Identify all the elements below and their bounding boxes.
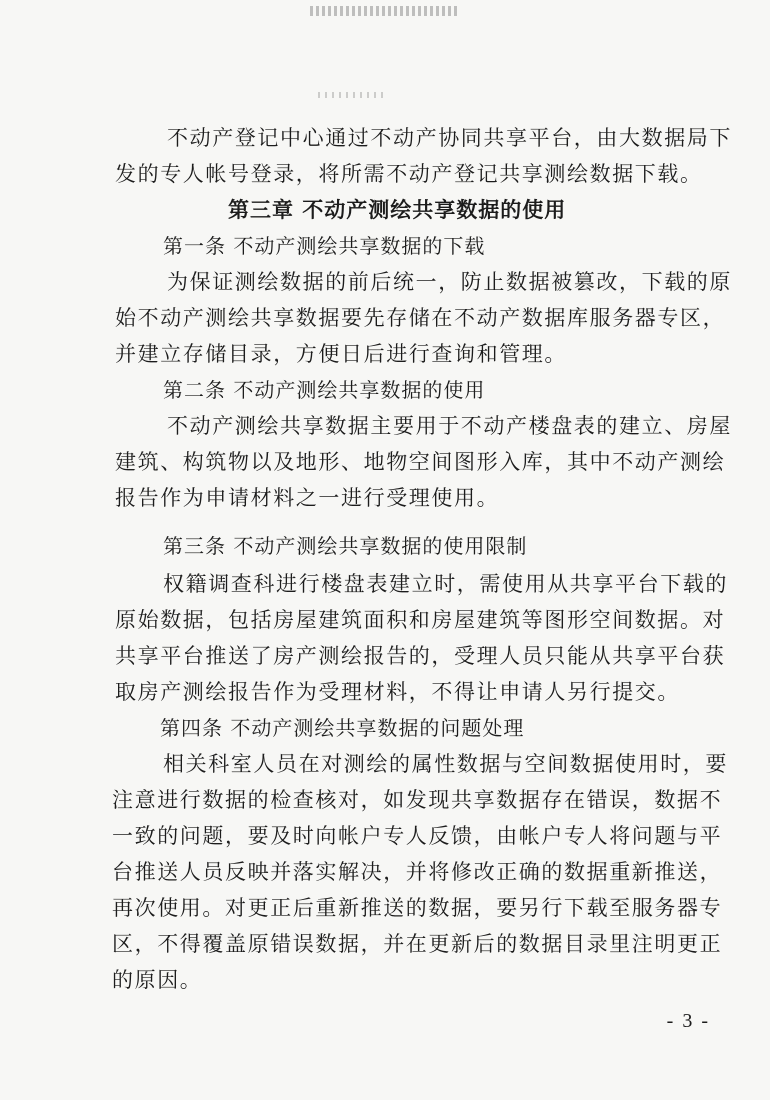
paragraph-line: 发的专人帐号登录，将所需不动产登记共享测绘数据下载。	[115, 162, 703, 186]
paragraph-line: 为保证测绘数据的前后统一，防止数据被篡改，下载的原	[167, 270, 732, 294]
paragraph-line: 建筑、构筑物以及地形、地物空间图形入库，其中不动产测绘	[115, 450, 726, 474]
paragraph-line: 权籍调查科进行楼盘表建立时，需使用从共享平台下载的	[163, 572, 728, 596]
scan-artifact-mark	[318, 92, 388, 98]
paragraph-line: 台推送人员反映并落实解决，并将修改正确的数据重新推送，	[112, 860, 723, 884]
paragraph-line: 报告作为申请材料之一进行受理使用。	[115, 486, 500, 510]
paragraph-line: 区，不得覆盖原错误数据，并在更新后的数据目录里注明更正	[112, 932, 723, 956]
paragraph-line: 注意进行数据的检查核对，如发现共享数据存在错误，数据不	[112, 788, 723, 812]
paragraph-line: 共享平台推送了房产测绘报告的，受理人员只能从共享平台获	[115, 644, 726, 668]
scan-artifact-top	[310, 6, 460, 16]
article-heading: 第四条 不动产测绘共享数据的问题处理	[160, 716, 525, 740]
paragraph-line: 的原因。	[112, 968, 203, 992]
chapter-heading: 第三章 不动产测绘共享数据的使用	[228, 198, 567, 222]
paragraph-line: 原始数据，包括房屋建筑面积和房屋建筑等图形空间数据。对	[115, 608, 726, 632]
article-heading: 第一条 不动产测绘共享数据的下载	[163, 234, 486, 258]
paragraph-line: 相关科室人员在对测绘的属性数据与空间数据使用时，要	[163, 752, 728, 776]
paragraph-line: 不动产测绘共享数据主要用于不动产楼盘表的建立、房屋	[167, 414, 732, 438]
paragraph-line: 始不动产测绘共享数据要先存储在不动产数据库服务器专区，	[115, 306, 726, 330]
article-heading: 第三条 不动产测绘共享数据的使用限制	[163, 534, 528, 558]
paragraph-line: 取房产测绘报告作为受理材料，不得让申请人另行提交。	[115, 680, 680, 704]
article-heading: 第二条 不动产测绘共享数据的使用	[163, 378, 486, 402]
paragraph-line: 并建立存储目录，方便日后进行查询和管理。	[115, 342, 567, 366]
page-number: - 3 -	[666, 1010, 710, 1032]
paragraph-line: 一致的问题，要及时向帐户专人反馈，由帐户专人将问题与平	[112, 824, 723, 848]
paragraph-line: 不动产登记中心通过不动产协同共享平台，由大数据局下	[167, 126, 732, 150]
paragraph-line: 再次使用。对更正后重新推送的数据，要另行下载至服务器专	[112, 896, 723, 920]
